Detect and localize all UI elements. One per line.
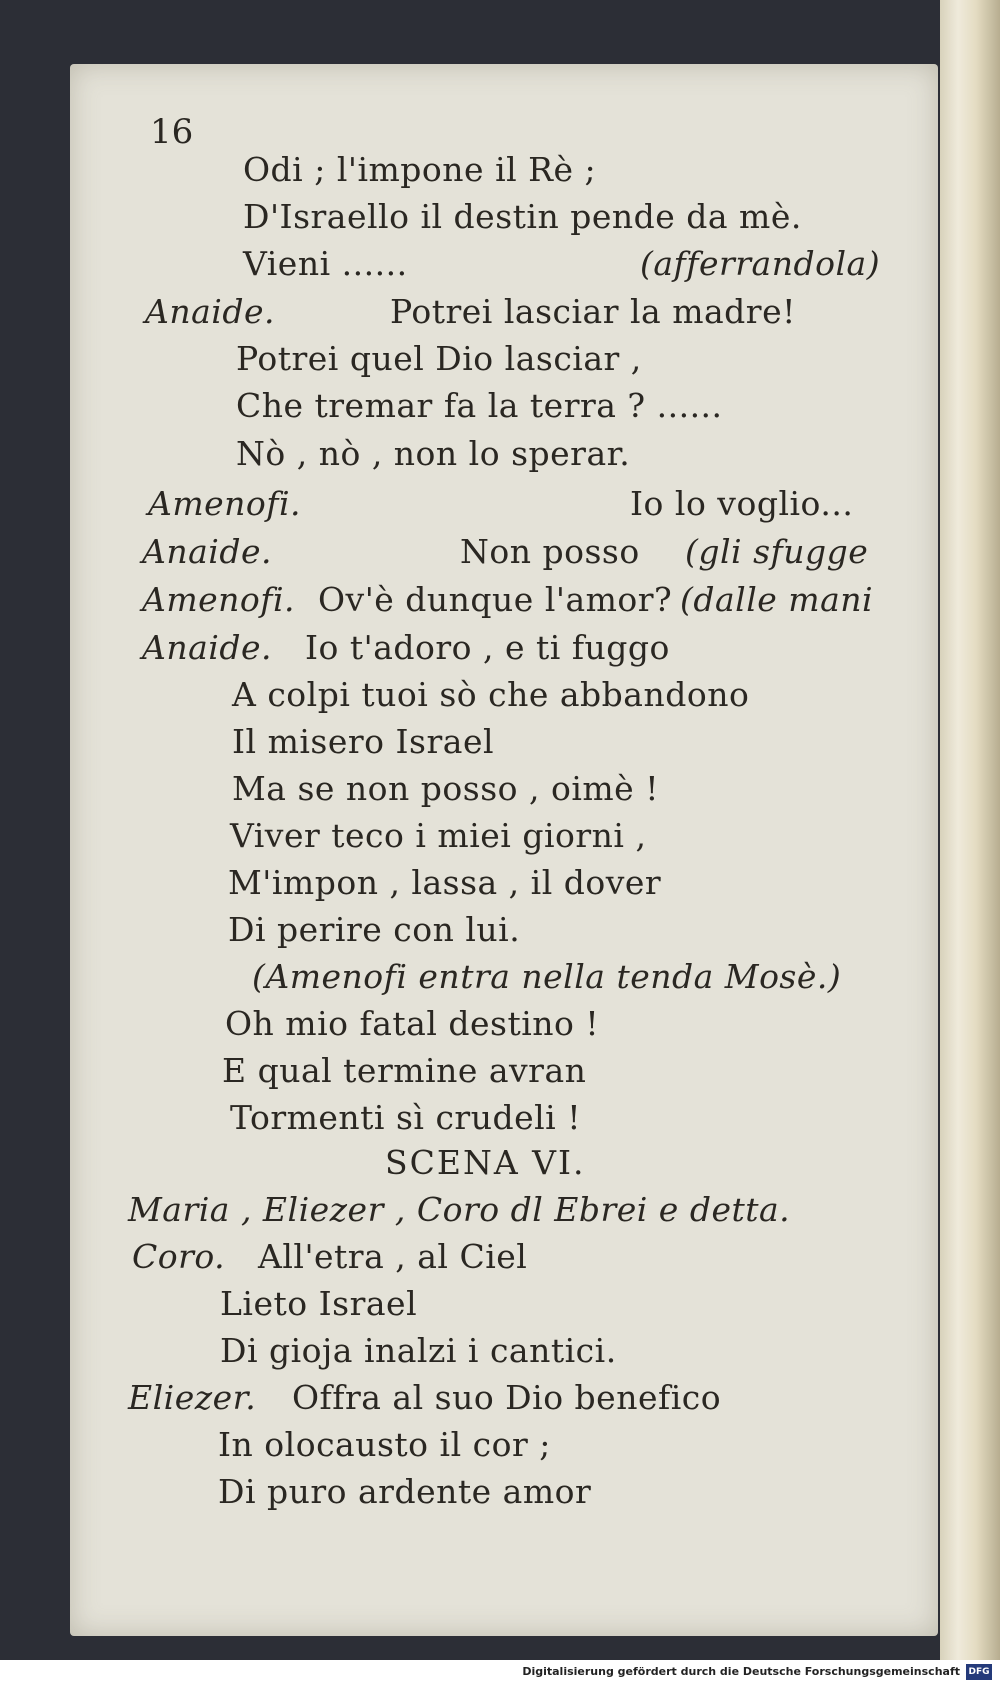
line-text: A colpi tuoi sò che abbandono bbox=[232, 675, 750, 714]
verse-line bbox=[258, 1237, 527, 1276]
line-text: All'etra , al Ciel bbox=[258, 1237, 528, 1276]
verse-line bbox=[230, 816, 646, 855]
verse-line bbox=[220, 1331, 617, 1370]
line-text: Ov'è dunque l'amor? bbox=[318, 580, 673, 619]
verse-line bbox=[218, 1425, 551, 1464]
line-text: Nò , nò , non lo sperar. bbox=[236, 434, 631, 473]
speaker-name: Anaide. bbox=[142, 628, 272, 667]
line-text: M'impon , lassa , il dover bbox=[228, 863, 662, 902]
book-edge bbox=[940, 0, 1000, 1660]
line-text: E qual termine avran bbox=[222, 1051, 587, 1090]
scene-heading: SCENA VI. bbox=[385, 1143, 586, 1182]
line-text: Non posso bbox=[460, 532, 640, 571]
line-text: Io t'adoro , e ti fuggo bbox=[305, 628, 670, 667]
verse-line bbox=[243, 197, 802, 236]
speaker-name: Amenofi. bbox=[148, 484, 302, 523]
line-text: Di puro ardente amor bbox=[218, 1472, 592, 1511]
stage-direction: (dalle mani bbox=[680, 580, 874, 619]
verse-line bbox=[218, 1472, 591, 1511]
speaker-name: Amenofi. bbox=[142, 580, 296, 619]
verse-line bbox=[292, 1378, 721, 1417]
verse-line bbox=[305, 628, 670, 667]
line-text: Oh mio fatal destino ! bbox=[225, 1004, 600, 1043]
line-text: Tormenti sì crudeli ! bbox=[230, 1098, 581, 1137]
verse-line bbox=[228, 863, 661, 902]
verse-line bbox=[225, 1004, 599, 1043]
line-text: Offra al suo Dio benefico bbox=[292, 1378, 722, 1417]
verse-line bbox=[236, 434, 630, 473]
verse-line bbox=[222, 1051, 586, 1090]
verse-line bbox=[236, 386, 723, 425]
page-number: 16 bbox=[150, 112, 194, 152]
line-text: Di gioja inalzi i cantici. bbox=[220, 1331, 617, 1370]
line-text: Viver teco i miei giorni , bbox=[230, 816, 647, 855]
dfg-logo: DFG bbox=[966, 1664, 992, 1680]
verse-line bbox=[243, 244, 408, 283]
verse-line bbox=[230, 1098, 581, 1137]
verse-line bbox=[228, 910, 520, 949]
stage-direction: (afferrandola) bbox=[640, 244, 881, 283]
line-text: Odi ; l'impone il Rè ; bbox=[243, 150, 597, 189]
stage-direction: (gli sfugge bbox=[685, 532, 869, 571]
verse-line bbox=[390, 292, 796, 331]
line-text: Il misero Israel bbox=[232, 722, 495, 761]
speaker-name: Anaide. bbox=[145, 292, 275, 331]
speaker-name: Eliezer. bbox=[128, 1378, 257, 1417]
verse-line bbox=[318, 580, 672, 619]
verse-line bbox=[460, 532, 640, 571]
footer-credit: Digitalisierung gefördert durch die Deutsche Forschungsgemeinschaft bbox=[522, 1665, 960, 1678]
verse-line bbox=[236, 339, 642, 378]
line-text: Di perire con lui. bbox=[228, 910, 521, 949]
line-text: Potrei lasciar la madre! bbox=[390, 292, 796, 331]
line-text: Vieni ...... bbox=[243, 244, 408, 283]
verse-line bbox=[220, 1284, 417, 1323]
line-text: Potrei quel Dio lasciar , bbox=[236, 339, 642, 378]
line-text: Che tremar fa la terra ? ...... bbox=[236, 386, 723, 425]
verse-line bbox=[232, 722, 494, 761]
line-text: Io lo voglio... bbox=[630, 484, 854, 523]
line-text: Ma se non posso , oimè ! bbox=[232, 769, 659, 808]
line-text: D'Israello il destin pende da mè. bbox=[243, 197, 802, 236]
verse-line bbox=[232, 769, 659, 808]
line-text: Lieto Israel bbox=[220, 1284, 418, 1323]
verse-line bbox=[630, 484, 853, 523]
verse-line bbox=[232, 675, 749, 714]
speaker-name: Anaide. bbox=[142, 532, 272, 571]
speaker-name: Coro. bbox=[132, 1237, 226, 1276]
line-text: In olocausto il cor ; bbox=[218, 1425, 551, 1464]
verse-line bbox=[243, 150, 596, 189]
footer-bar bbox=[0, 1660, 1000, 1686]
stage-direction: (Amenofi entra nella tenda Mosè.) bbox=[252, 957, 842, 996]
character-list: Maria , Eliezer , Coro dl Ebrei e detta. bbox=[128, 1190, 791, 1229]
